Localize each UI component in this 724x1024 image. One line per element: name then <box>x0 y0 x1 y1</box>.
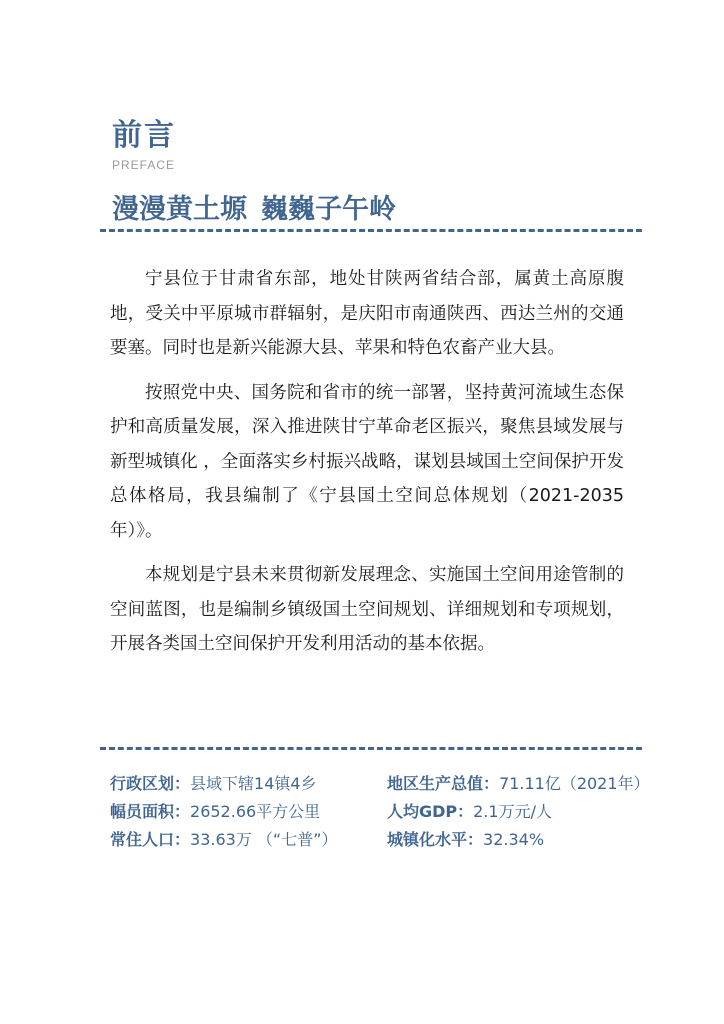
page-title: 前言 <box>112 118 176 153</box>
stat-value: 33.63万 （“七普”） <box>190 830 338 849</box>
page-subtitle: PREFACE <box>112 158 176 172</box>
stat-area <box>110 800 387 824</box>
body-text <box>110 262 624 672</box>
paragraph: 按照党中央、国务院和省市的统一部署，坚持黄河流域生态保护和高质量发展，深入推进陕甘宁革命老区振兴，聚焦县域发展与新型城镇化 ，全面落实乡村振兴战略，谋划县域国土空间保护开发总体格局，我县编制了《宁县国土空间总体规划（2021-2035年）》。 <box>110 382 624 541</box>
stat-population <box>110 828 387 852</box>
section-heading-part1: 漫漫黄土塬 <box>112 194 247 225</box>
bottom-divider <box>100 747 642 750</box>
stat-label: 地区生产总值： <box>387 774 500 793</box>
stat-gdp-per-capita <box>387 800 687 824</box>
stat-gdp <box>387 772 687 796</box>
paragraph: 本规划是宁县未来贯彻新发展理念、实施国土空间用途管制的空间蓝图，也是编制乡镇级国土空间规划、详细规划和专项规划，开展各类国土空间保护开发利用活动的基本依据。 <box>110 565 624 654</box>
section-heading <box>112 190 396 230</box>
stat-value: 2.1万元/人 <box>473 802 552 821</box>
stat-value: 71.11亿（2021年） <box>499 774 650 793</box>
paragraph: 宁县位于甘肃省东部，地处甘陕两省结合部，属黄土高原腹地，受关中平原城市群辐射，是庆阳市南通陕西、西达兰州的交通要塞。同时也是新兴能源大县、苹果和特色农畜产业大县。 <box>110 269 624 358</box>
stat-label: 行政区划： <box>110 774 191 793</box>
stat-label: 常住人口： <box>110 830 191 849</box>
stat-label: 幅员面积： <box>110 802 191 821</box>
stat-admin-division <box>110 772 387 796</box>
stat-label: 人均GDP： <box>387 802 474 821</box>
stat-value: 32.34% <box>483 830 545 849</box>
stat-value: 县域下辖14镇4乡 <box>190 774 317 793</box>
top-divider <box>100 229 642 232</box>
stat-value: 2652.66平方公里 <box>190 802 321 821</box>
stats-grid <box>110 772 690 852</box>
stat-urbanization <box>387 828 687 852</box>
section-heading-part2: 巍巍子午岭 <box>261 194 396 225</box>
stat-label: 城镇化水平： <box>387 830 484 849</box>
